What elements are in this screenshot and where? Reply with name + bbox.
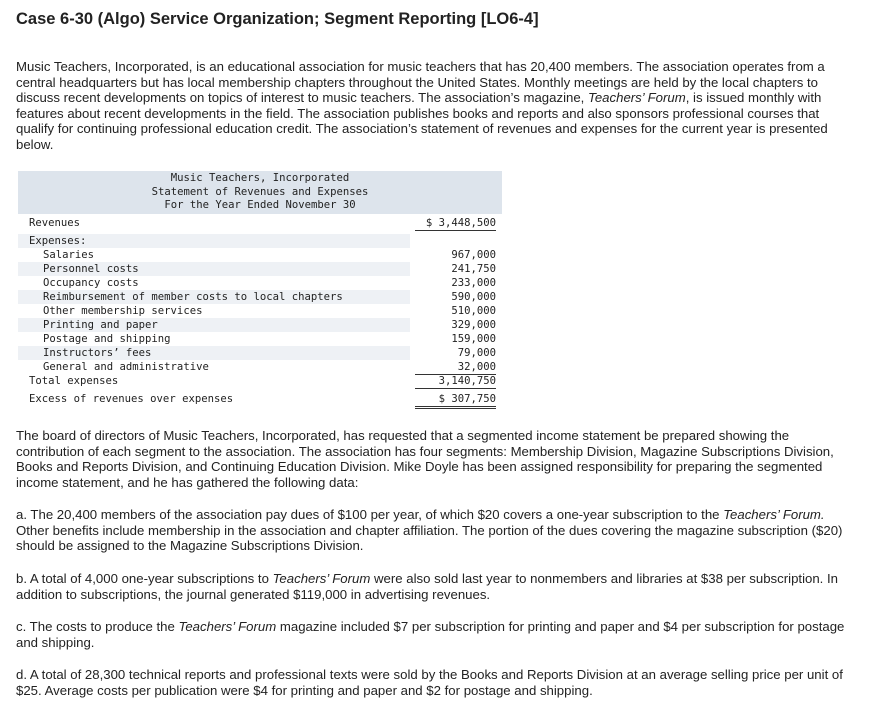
excess-label: Excess of revenues over expenses: [29, 393, 234, 405]
item-b: [16, 571, 856, 602]
expense-value: 233,000: [451, 277, 496, 289]
expense-label: Reimbursement of member costs to local chapters: [43, 291, 343, 303]
statement-name: Statement of Revenues and Expenses: [151, 185, 369, 198]
expense-value: 590,000: [451, 291, 496, 303]
item-a-magazine: Teachers’ Forum.: [723, 507, 825, 522]
financial-statement: [18, 171, 502, 406]
expense-label: Personnel costs: [43, 263, 139, 275]
expense-row: [18, 262, 502, 276]
page-title: Case 6-30 (Algo) Service Organization; Segment Reporting [LO6-4]: [16, 10, 539, 28]
expense-row: [18, 276, 502, 290]
revenues-row: [18, 216, 502, 232]
intro-text-1: Music Teachers, Incorporated, is an educational association for music teachers that has 20,400 members. The association operates from a central headquarters but has local membership chapters throughout the United States. Monthly meetings are held by the local chapters to discuss recent developments on topics of interest to music teachers. The association’s magazine,: [16, 59, 825, 106]
excess-value: $ 307,750: [415, 392, 496, 409]
expense-value: 967,000: [451, 249, 496, 261]
item-b-text-2: were also sold last year to nonmembers and libraries at $38 per subscription. In addition to subscriptions, the journal generated $119,000 in advertising revenues.: [16, 571, 838, 602]
statement-company: Music Teachers, Incorporated: [170, 172, 350, 184]
expense-label: Instructors’ fees: [43, 347, 152, 359]
expense-value: 329,000: [451, 319, 496, 331]
expense-rows: [18, 248, 502, 374]
expense-label: General and administrative: [43, 361, 209, 373]
statement-header: [18, 171, 502, 214]
item-c-magazine: Teachers’ Forum: [178, 619, 277, 634]
expense-label: Salaries: [43, 249, 95, 261]
item-d: d. A total of 28,300 technical reports and professional texts were sold by the Books and Reports Division at an average selling price per unit of $25. Average costs per publication were $4 for printing and paper and $2 for postage and shipping.: [16, 667, 843, 698]
expense-value: 32,000: [415, 360, 496, 375]
item-c-text-1: c. The costs to produce the: [16, 619, 179, 634]
expenses-label: Expenses:: [29, 235, 87, 247]
expense-value: 79,000: [457, 347, 496, 359]
revenues-value: $ 3,448,500: [415, 216, 496, 231]
expense-value: 159,000: [451, 333, 496, 345]
item-a: [16, 507, 856, 554]
expense-row: [18, 360, 502, 374]
expense-row: [18, 290, 502, 304]
excess-row: [18, 392, 502, 406]
expenses-header-row: [18, 234, 502, 248]
statement-period: For the Year Ended November 30: [164, 199, 356, 212]
intro-paragraph: [16, 59, 856, 153]
item-a-text-2: Other benefits include membership in the association and chapter affiliation. The portion of the dues covering the magazine subscription ($20) should be assigned to the Magazine Subscriptions Division.: [16, 522, 843, 554]
expense-label: Postage and shipping: [43, 333, 171, 345]
expense-row: [18, 318, 502, 332]
item-a-text-1: a. The 20,400 members of the association pay dues of $100 per year, of which $20 covers a one-year subscription to the: [16, 507, 724, 522]
revenues-label: Revenues: [29, 217, 81, 229]
expense-value: 241,750: [451, 263, 496, 275]
total-expenses-label: Total expenses: [29, 375, 119, 387]
expense-row: [18, 304, 502, 318]
board-paragraph: The board of directors of Music Teachers, Incorporated, has requested that a segmented income statement be prepared showing the contribution of each segment to the association. The association has four segments: Membership Division, Magazine Subscriptions Division, Books and Reports Division, and Continuing Education Division. Mike Doyle has been assigned responsibility for preparing the segmented income statement, and he has gathered the following data:: [16, 428, 834, 490]
item-b-text-1: b. A total of 4,000 one-year subscriptions to: [16, 571, 273, 586]
item-b-magazine: Teachers’ Forum: [272, 571, 371, 586]
expense-row: [18, 248, 502, 262]
intro-text-2: , is issued monthly with features about recent developments in the field. The association publishes books and reports and also sponsors professional courses that qualify for continuing professional education credit. The association’s statement of revenues and expenses for the current year is presented below.: [16, 90, 828, 152]
item-c-text-2: magazine included $7 per subscription for printing and paper and $4 per subscription for postage and shipping.: [16, 619, 845, 650]
expense-label: Printing and paper: [43, 319, 158, 331]
expense-label: Occupancy costs: [43, 277, 139, 289]
magazine-name: Teachers’ Forum: [588, 90, 686, 106]
expense-row: [18, 332, 502, 346]
expense-row: [18, 346, 502, 360]
total-expenses-row: [18, 374, 502, 388]
total-expenses-value: 3,140,750: [415, 374, 496, 389]
expense-value: 510,000: [451, 305, 496, 317]
item-c: [16, 619, 856, 650]
expense-label: Other membership services: [43, 305, 203, 317]
